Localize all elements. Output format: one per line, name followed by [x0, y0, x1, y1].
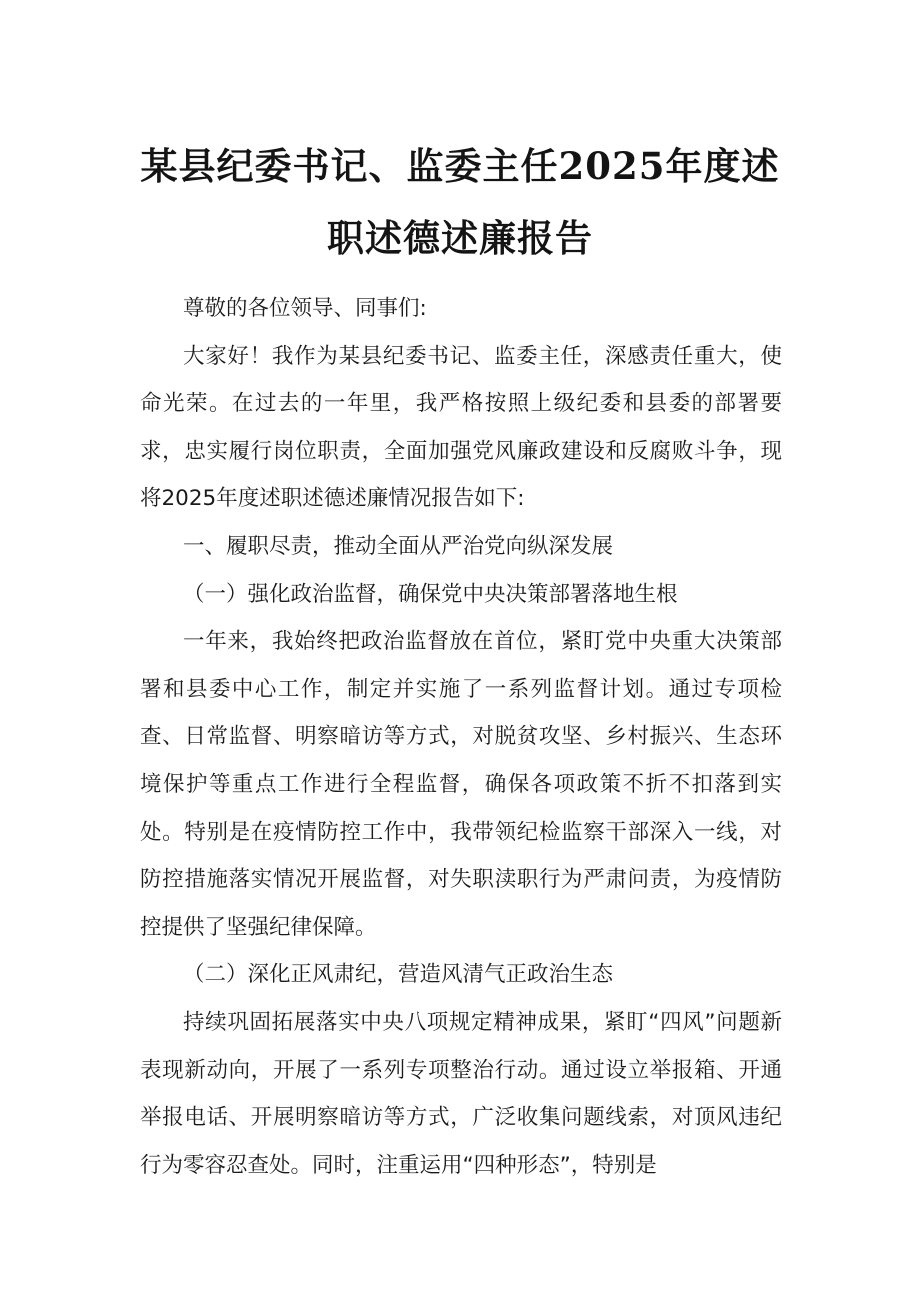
document-title-line1: 某县纪委书记、监委主任2025年度述: [140, 144, 780, 188]
body-paragraph: 一年来，我始终把政治监督放在首位，紧盯党中央重大决策部署和县委中心工作，制定并实施了一系列监督计划。通过专项检查、日常监督、明察暗访等方式，对脱贫攻坚、乡村振兴、生态环境保护等重点工作进行全程监督，确保各项政策不折不扣落到实处。特别是在疫情防控工作中，我带领纪检监察干部深入一线，对防控措施落实情况开展监督，对失职渎职行为严肃问责，为疫情防控提供了坚强纪律保障。: [140, 629, 782, 940]
section-heading-1: 一、履职尽责，推动全面从严治党向纵深发展: [183, 533, 614, 559]
document-title-line2: 职述德述廉报告: [327, 216, 593, 260]
opening-paragraph: 大家好！我作为某县纪委书记、监委主任，深感责任重大，使命光荣。在过去的一年里，我严格按照上级纪委和县委的部署要求，忠实履行岗位职责，全面加强党风廉政建设和反腐败斗争，现将2025年度述职述德述廉情况报告如下:: [140, 343, 782, 512]
salutation-paragraph: 尊敬的各位领导、同事们:: [183, 296, 427, 321]
subsection-heading-2: （二）深化正风肃纪，营造风清气正政治生态: [183, 962, 614, 988]
document-body: [140, 285, 782, 1189]
subsection-heading-1: （一）强化政治监督，确保党中央决策部署落地生根: [183, 581, 678, 607]
body-paragraph: 持续巩固拓展落实中央八项规定精神成果，紧盯“四风”问题新表现新动向，开展了一系列专项整治行动。通过设立举报箱、开通举报电话、开展明察暗访等方式，广泛收集问题线索，对顶风违纪行为零容忍查处。同时，注重运用“四种形态”，特别是: [140, 1009, 782, 1178]
